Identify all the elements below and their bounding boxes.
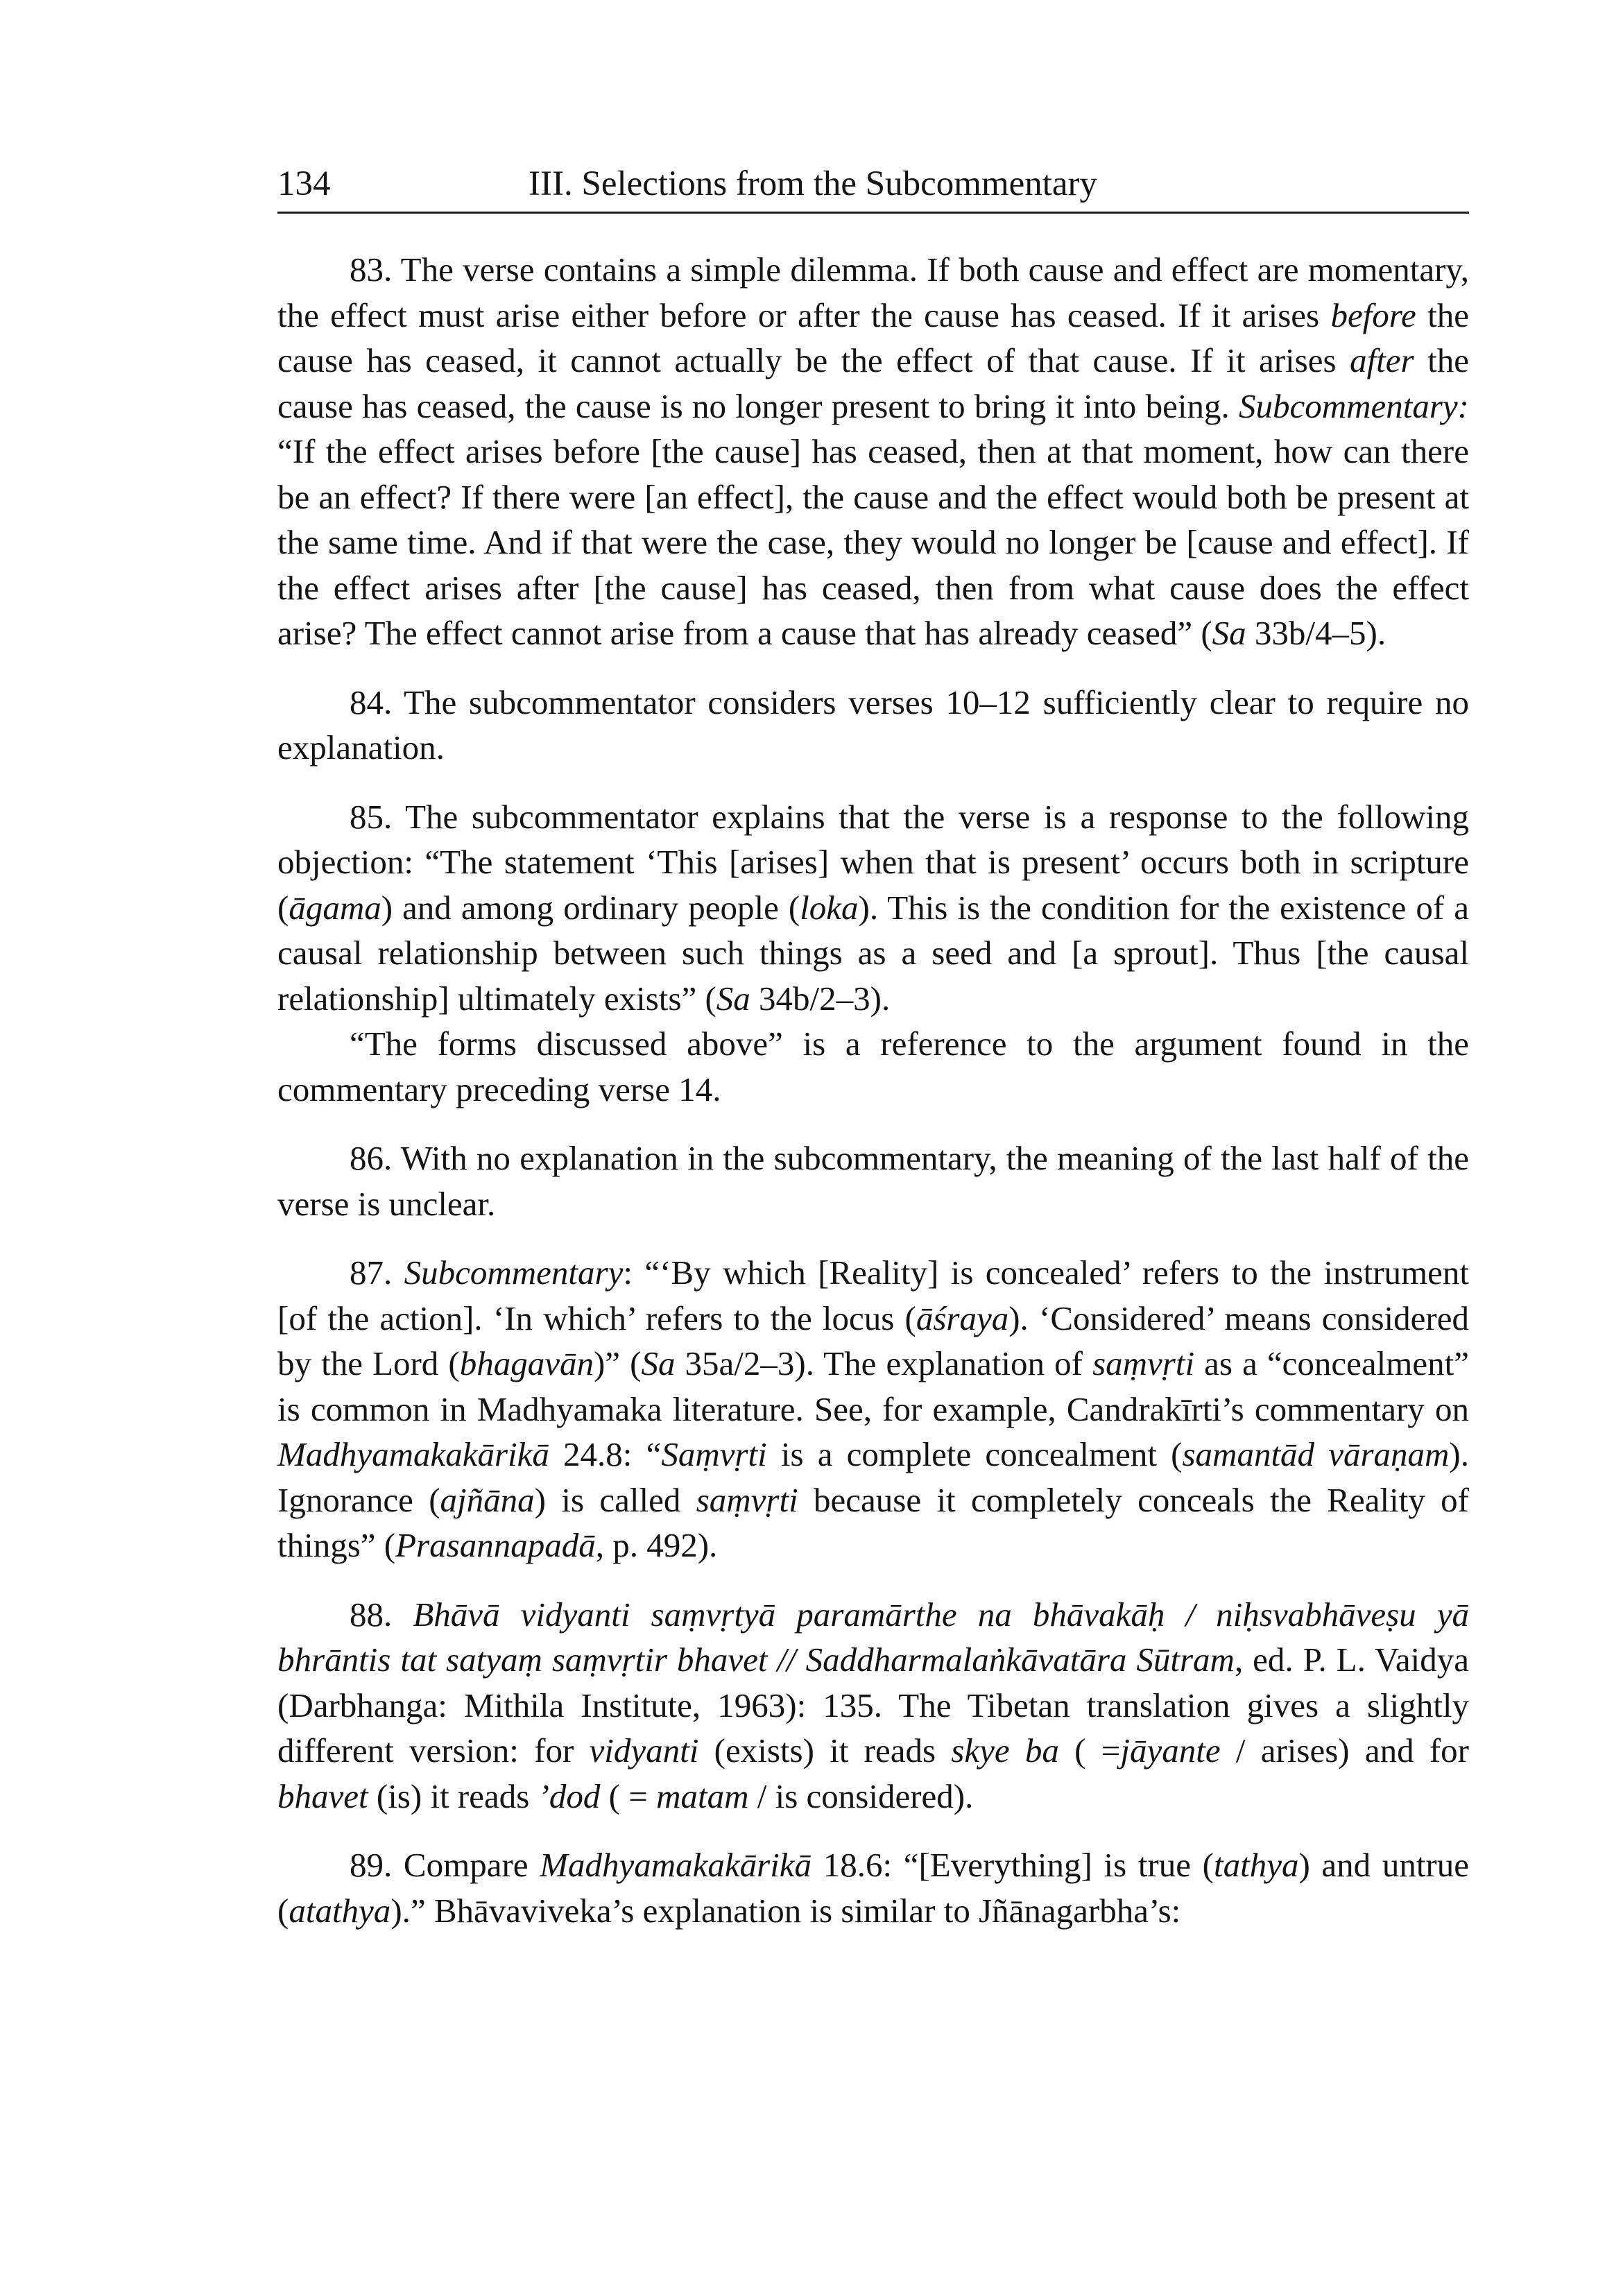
text-run: ( = bbox=[600, 1776, 657, 1815]
italic-run: saṃvṛti bbox=[696, 1480, 798, 1519]
italic-run: Bhāvā vidyanti saṃvṛtyā paramārthe na bhāvakāḥ / niḥsvabhāveṣu yā bhrāntis tat satyaṃ saṃvṛtir bhavet // Saddharmalaṅkāvatāra Sūtram bbox=[277, 1595, 1469, 1679]
text-run: 24.8: “ bbox=[549, 1435, 662, 1473]
note-87 bbox=[277, 1250, 1469, 1568]
text-run: (is) it reads bbox=[368, 1776, 538, 1815]
text-run: is a complete concealment ( bbox=[766, 1435, 1183, 1473]
note-85 bbox=[277, 794, 1469, 1022]
text-run: “If the effect arises before [the cause] has ceased, then at that moment, how can there be an effect? If there were [an effect], the cause and the effect would both be present at the same time. And if that were the case, they would no longer be [cause and effect]. If the effect arises after [the cause] has ceased, then from what cause does the effect arise? The effect cannot arise from a cause that has already ceased” ( bbox=[277, 432, 1469, 652]
italic-run: saṃvṛti bbox=[1092, 1344, 1195, 1382]
text-run: 33b/4–5). bbox=[1246, 614, 1386, 652]
italic-run: tathya bbox=[1213, 1846, 1299, 1884]
italic-run: Saṃvṛti bbox=[661, 1435, 767, 1473]
text-run: ).” Bhāvaviveka’s explanation is similar to Jñānagarbha’s: bbox=[390, 1891, 1181, 1930]
italic-run: atathya bbox=[289, 1891, 391, 1930]
italic-run: Sa bbox=[641, 1344, 676, 1382]
italic-run: āśraya bbox=[916, 1299, 1009, 1337]
text-run: 89. Compare bbox=[350, 1846, 540, 1884]
italic-run: loka bbox=[800, 888, 859, 927]
italic-run: Sa bbox=[716, 979, 750, 1018]
text-run: )” ( bbox=[593, 1344, 642, 1382]
italic-run: vidyanti bbox=[589, 1731, 699, 1770]
text-run: the cause has ceased, it cannot actually be the effect of that cause. If it arises bbox=[277, 295, 1469, 379]
italic-run: Prasannapadā bbox=[395, 1526, 596, 1564]
text-run: because it completely conceals the Reality of things” ( bbox=[277, 1480, 1469, 1564]
text-run: 34b/2–3). bbox=[750, 979, 891, 1018]
text-run: ). Ignorance ( bbox=[277, 1435, 1469, 1519]
text-run: 88. bbox=[350, 1595, 413, 1634]
running-header bbox=[277, 163, 1469, 214]
text-run: ). This is the condition for the existence of a causal relationship between such things as a seed and [a sprout]. Thus [the causal relationship] ultimately exists” ( bbox=[277, 888, 1469, 1018]
text-run: “The forms discussed above” is a reference to the argument found in the commentary preceding verse 14. bbox=[277, 1025, 1469, 1108]
text-run: 86. With no explanation in the subcommentary, the meaning of the last half of the verse is unclear. bbox=[277, 1139, 1469, 1223]
text-run: ( = bbox=[1058, 1731, 1121, 1770]
italic-run: samantād vāraṇam bbox=[1182, 1435, 1450, 1473]
text-run: (exists) it reads bbox=[698, 1731, 952, 1770]
text-run: ) and untrue ( bbox=[277, 1846, 1469, 1930]
text-run: 83. The verse contains a simple dilemma. If both cause and effect are momentary, the effect must arise either before or after the cause has ceased. If it arises bbox=[277, 250, 1469, 334]
text-run: ) is called bbox=[534, 1480, 696, 1519]
italic-run: after bbox=[1350, 341, 1414, 379]
text-run: 18.6: “[Everything] is true ( bbox=[812, 1846, 1214, 1884]
text-run: the cause has ceased, the cause is no longer present to bring it into being. bbox=[277, 341, 1469, 425]
italic-run: ’dod bbox=[538, 1776, 601, 1815]
italic-run: jāyante bbox=[1120, 1731, 1221, 1770]
italic-run: Subcommentary bbox=[404, 1253, 624, 1292]
running-title: III. Selections from the Subcommentary bbox=[529, 164, 1098, 203]
italic-run: Madhyamakakārikā bbox=[277, 1435, 549, 1473]
italic-run: āgama bbox=[289, 888, 381, 927]
text-run: ). ‘Considered’ means considered by the Lord ( bbox=[277, 1299, 1469, 1382]
notes-body bbox=[277, 247, 1469, 1933]
text-run: : “‘By which [Reality] is concealed’ refers to the instrument [of the action]. ‘In which’ refers to the locus ( bbox=[277, 1253, 1470, 1337]
text-run: 85. The subcommentator explains that the verse is a response to the following objection: “The statement ‘This [arises] when that is present’ occurs both in scripture ( bbox=[277, 797, 1469, 927]
note-89 bbox=[277, 1842, 1469, 1933]
note-85-continuation bbox=[277, 1021, 1469, 1112]
note-86 bbox=[277, 1136, 1469, 1226]
italic-run: Madhyamakakārikā bbox=[540, 1846, 812, 1884]
italic-run: bhavet bbox=[277, 1776, 368, 1815]
note-84 bbox=[277, 680, 1469, 771]
page-number: 134 bbox=[277, 164, 331, 203]
text-run: 35a/2–3). The explanation of bbox=[675, 1344, 1093, 1382]
text-run: 84. The subcommentator considers verses 10–12 sufficiently clear to require no explanation. bbox=[277, 683, 1469, 766]
note-83 bbox=[277, 247, 1469, 656]
italic-run: bhagavān bbox=[459, 1344, 594, 1382]
text-run: as a “concealment” is common in Madhyamaka literature. See, for example, Candrakīrti’s commentary on bbox=[277, 1344, 1469, 1428]
italic-run: before bbox=[1330, 295, 1416, 334]
italic-run: skye ba bbox=[951, 1731, 1059, 1770]
italic-run: ajñāna bbox=[440, 1480, 535, 1519]
note-88 bbox=[277, 1592, 1469, 1819]
text-run: , p. 492). bbox=[595, 1526, 718, 1564]
italic-run: Sa bbox=[1212, 614, 1246, 652]
text-run: / arises) and for bbox=[1220, 1731, 1469, 1770]
book-page bbox=[277, 163, 1469, 1933]
italic-run: Subcommentary: bbox=[1238, 386, 1469, 425]
text-run: ) and among ordinary people ( bbox=[381, 888, 800, 927]
text-run: 87. bbox=[350, 1253, 404, 1292]
italic-run: matam bbox=[656, 1776, 749, 1815]
text-run: , ed. P. L. Vaidya (Darbhanga: Mithila Institute, 1963): 135. The Tibetan translation gives a slightly different version: for bbox=[277, 1640, 1469, 1770]
text-run: / is considered). bbox=[748, 1776, 974, 1815]
